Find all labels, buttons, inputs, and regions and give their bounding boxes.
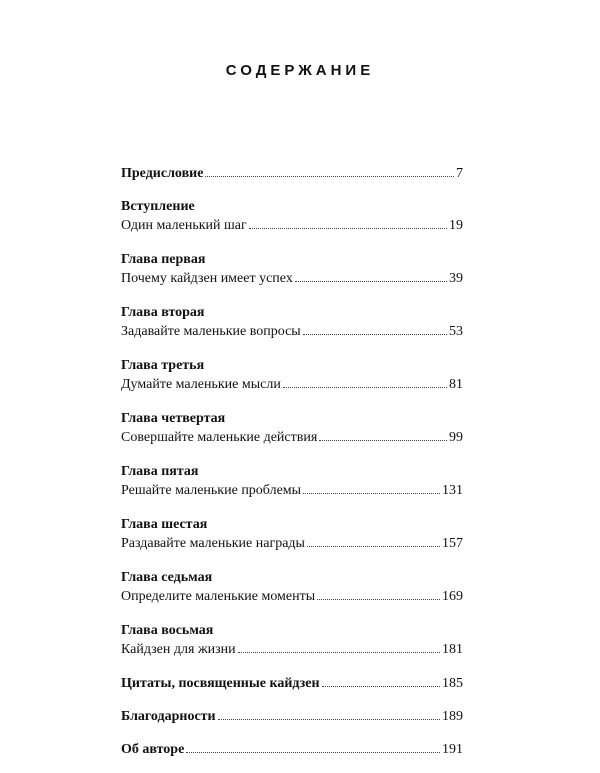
- page-number: 39: [449, 271, 463, 286]
- dot-leader: [238, 651, 440, 653]
- page-number: 191: [442, 742, 463, 757]
- page-number: 53: [449, 324, 463, 339]
- chapter-subtitle: Один маленький шаг: [121, 218, 247, 233]
- chapter-subtitle: Кайдзен для жизни: [121, 642, 236, 657]
- page-number: 189: [442, 709, 463, 724]
- chapter-heading: Глава седьмая: [121, 570, 213, 585]
- toc-label: Благодарности: [121, 709, 216, 724]
- table-of-contents: [121, 164, 463, 773]
- chapter-heading: Глава пятая: [121, 464, 199, 479]
- toc-label: Предисловие: [121, 166, 204, 181]
- page-number: 169: [442, 589, 463, 604]
- dot-leader: [249, 227, 447, 229]
- chapter-heading: Глава восьмая: [121, 623, 214, 638]
- dot-leader: [322, 685, 440, 687]
- chapter-subtitle: Совершайте маленькие действия: [121, 430, 318, 445]
- toc-entry-quotes: [121, 674, 463, 693]
- chapter-subtitle: Думайте маленькие мысли: [121, 377, 281, 392]
- toc-chapter: [121, 621, 463, 659]
- page-title: СОДЕРЖАНИЕ: [225, 62, 375, 79]
- dot-leader: [186, 751, 440, 753]
- dot-leader: [295, 280, 447, 282]
- toc-chapter: [121, 462, 463, 500]
- dot-leader: [283, 386, 447, 388]
- page-number: 81: [449, 377, 463, 392]
- chapter-subtitle: Раздавайте маленькие награды: [121, 536, 305, 551]
- chapter-heading: Глава первая: [121, 252, 206, 267]
- dot-leader: [317, 598, 440, 600]
- chapter-heading: Вступление: [121, 199, 195, 214]
- dot-leader: [319, 439, 447, 441]
- toc-chapter: [121, 303, 463, 341]
- dot-leader: [205, 175, 454, 177]
- chapter-heading: Глава шестая: [121, 517, 208, 532]
- toc-entry-acknowledgements: [121, 707, 463, 726]
- dot-leader: [303, 333, 447, 335]
- toc-chapter: [121, 197, 463, 235]
- chapter-subtitle: Задавайте маленькие вопросы: [121, 324, 301, 339]
- toc-chapter: [121, 250, 463, 288]
- chapter-subtitle: Решайте маленькие проблемы: [121, 483, 302, 498]
- toc-chapter: [121, 515, 463, 553]
- dot-leader: [303, 492, 440, 494]
- toc-label: Об авторе: [121, 742, 185, 757]
- page-number: 181: [442, 642, 463, 657]
- toc-label: Цитаты, посвященные кайдзен: [121, 676, 320, 691]
- toc-entry-preface: [121, 164, 463, 183]
- page-number: 19: [449, 218, 463, 233]
- chapter-heading: Глава вторая: [121, 305, 205, 320]
- dot-leader: [218, 718, 440, 720]
- chapter-subtitle: Почему кайдзен имеет успех: [121, 271, 293, 286]
- toc-chapter: [121, 568, 463, 606]
- page-number: 131: [442, 483, 463, 498]
- toc-chapter: [121, 409, 463, 447]
- chapter-subtitle: Определите маленькие моменты: [121, 589, 316, 604]
- page-number: 99: [449, 430, 463, 445]
- chapter-heading: Глава четвертая: [121, 411, 226, 426]
- dot-leader: [307, 545, 440, 547]
- page-number: 157: [442, 536, 463, 551]
- chapter-heading: Глава третья: [121, 358, 205, 373]
- page-number: 7: [456, 166, 463, 181]
- toc-chapter: [121, 356, 463, 394]
- page-number: 185: [442, 676, 463, 691]
